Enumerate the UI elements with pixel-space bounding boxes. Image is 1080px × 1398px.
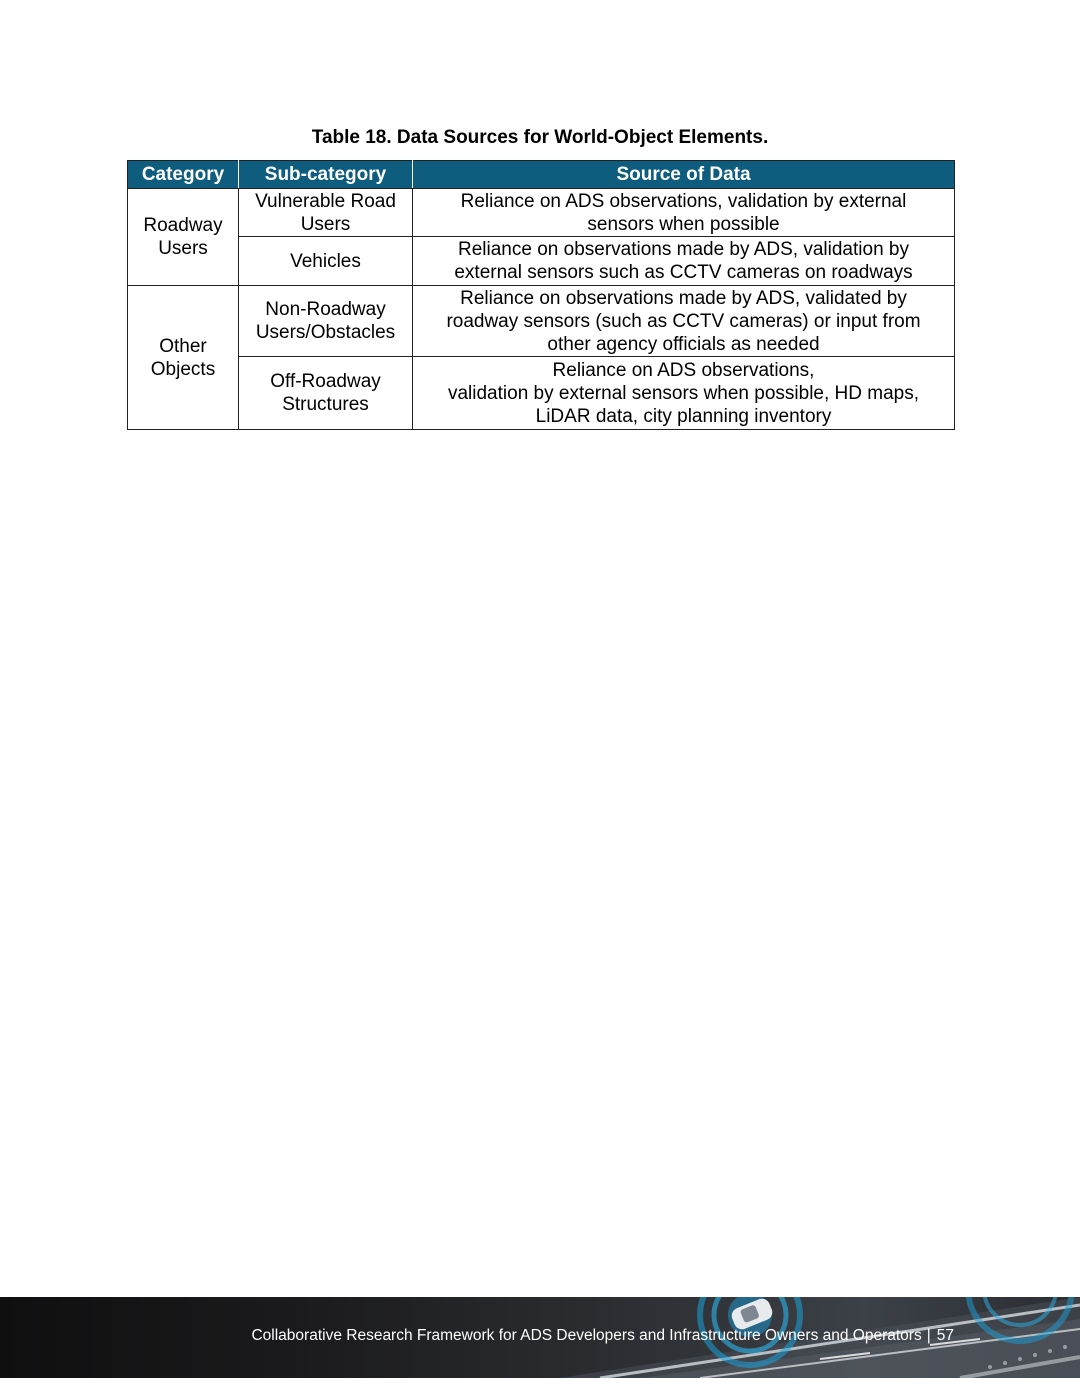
table-caption: Table 18. Data Sources for World-Object Elements. — [311, 127, 769, 148]
page-number: 57 — [936, 1327, 954, 1344]
source-cell: Reliance on observations made by ADS, validation by external sensors such as CCTV cameras on roadways — [413, 237, 955, 286]
header-sub-category: Sub-category — [239, 161, 413, 189]
page-footer — [0, 1297, 1080, 1378]
subcategory-cell: Vulnerable Road Users — [239, 189, 413, 237]
subcategory-cell: Off-Roadway Structures — [239, 357, 413, 430]
category-cell-roadway-users: Roadway Users — [128, 189, 239, 286]
source-cell: Reliance on ADS observations, validation by external sensors when possible, HD maps, LiDAR data, city planning inventory — [413, 357, 955, 430]
source-cell: Reliance on observations made by ADS, validated by roadway sensors (such as CCTV cameras) or input from other agency officials as needed — [413, 286, 955, 357]
subcategory-cell: Vehicles — [239, 237, 413, 286]
table-row — [128, 189, 955, 237]
header-source-of-data: Source of Data — [413, 161, 955, 189]
header-category: Category — [128, 161, 239, 189]
table-row — [128, 357, 955, 430]
source-cell: Reliance on ADS observations, validation by external sensors when possible — [413, 189, 955, 237]
footer-text — [251, 1326, 954, 1346]
data-sources-table — [127, 160, 955, 430]
category-cell-other-objects: Other Objects — [128, 286, 239, 430]
table-header-row — [128, 161, 955, 189]
footer-title: Collaborative Research Framework for ADS Developers and Infrastructure Owners and Operators — [251, 1327, 922, 1344]
subcategory-cell: Non-Roadway Users/Obstacles — [239, 286, 413, 357]
table-row — [128, 286, 955, 357]
table-row — [128, 237, 955, 286]
footer-separator: | — [926, 1327, 931, 1344]
